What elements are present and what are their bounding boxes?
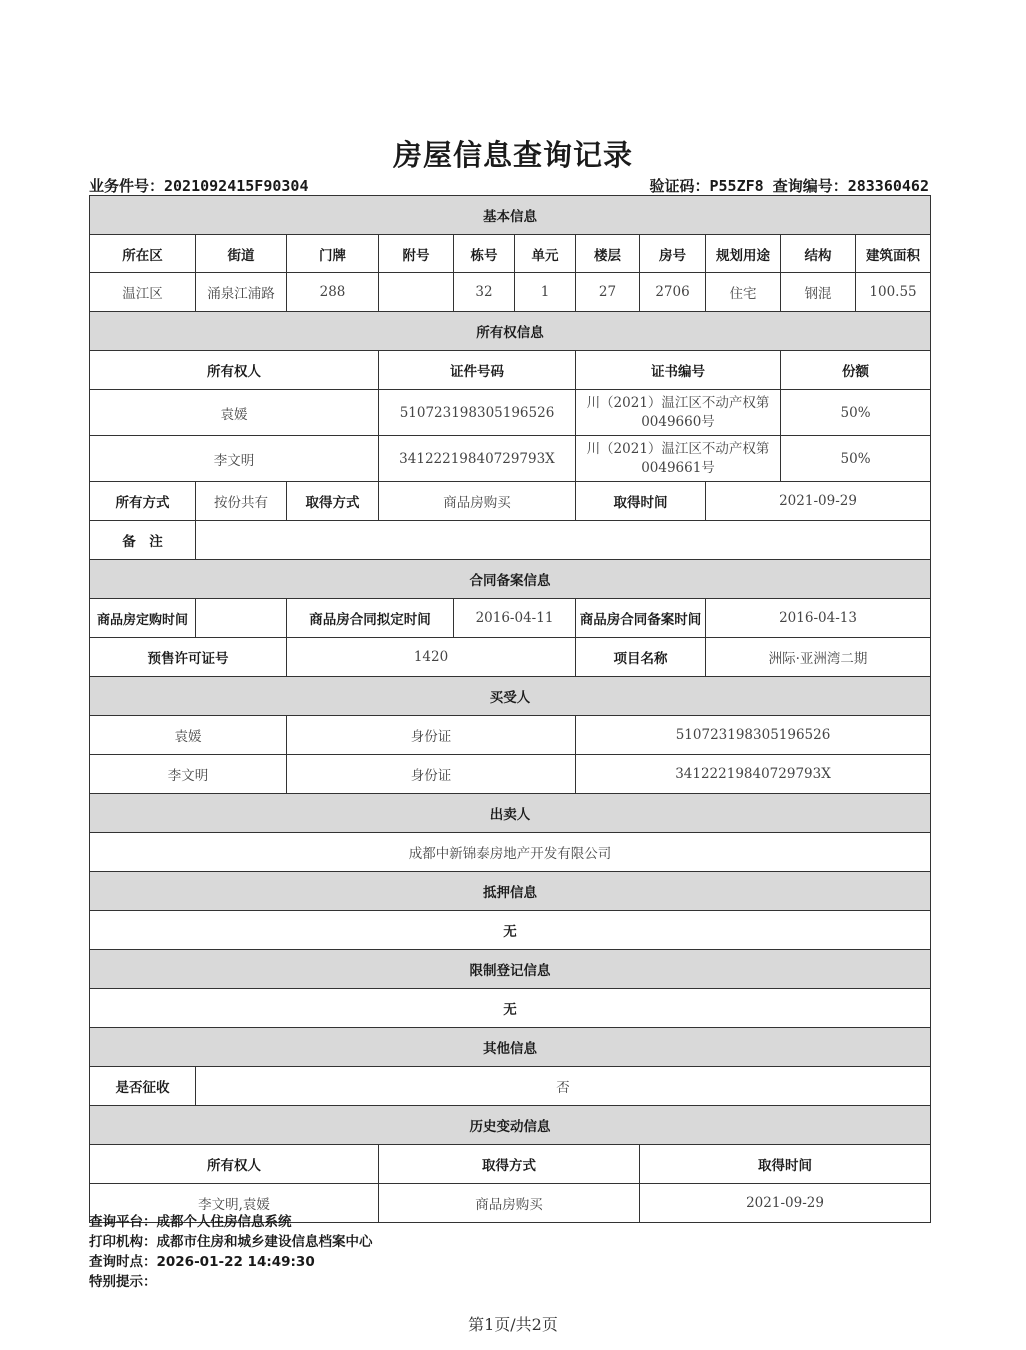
- acquire-time-value: 2021-09-29: [706, 482, 931, 521]
- draft-time-label: 商品房合同拟定时间: [287, 599, 454, 638]
- contract-time-row: [90, 599, 931, 638]
- section-other: 其他信息: [90, 1028, 931, 1067]
- owner-share: 50%: [781, 436, 931, 482]
- basic-header: 单元: [515, 235, 576, 273]
- owner-name: 李文明: [90, 436, 379, 482]
- basic-value: [379, 273, 454, 312]
- filing-time-label: 商品房合同备案时间: [576, 599, 706, 638]
- basic-header: 楼层: [576, 235, 640, 273]
- print-organization: 打印机构：成都市住房和城乡建设信息档案中心: [89, 1234, 373, 1250]
- basic-value: 2706: [640, 273, 706, 312]
- basic-value: 涌泉江浦路: [196, 273, 287, 312]
- query-time: 查询时点：2026-01-22 14:49:30: [89, 1254, 315, 1270]
- basic-value: 100.55: [856, 273, 931, 312]
- basic-header: 房号: [640, 235, 706, 273]
- basic-header: 街道: [196, 235, 287, 273]
- ownership-header: 证书编号: [576, 351, 781, 390]
- history-time: 2021-09-29: [640, 1184, 931, 1223]
- history-header: 所有权人: [90, 1145, 379, 1184]
- mortgage-value: 无: [90, 911, 931, 950]
- owner-name: 袁媛: [90, 390, 379, 436]
- order-time-label: 商品房定购时间: [90, 599, 196, 638]
- page-title: 房屋信息查询记录: [392, 138, 633, 172]
- expropriation-label: 是否征收: [90, 1067, 196, 1106]
- buyer-id-number: 510723198305196526: [576, 716, 931, 755]
- section-history: 历史变动信息: [90, 1106, 931, 1145]
- ownership-header: 证件号码: [379, 351, 576, 390]
- history-header: 取得方式: [379, 1145, 640, 1184]
- remark-row: [90, 521, 931, 560]
- basic-value: 1: [515, 273, 576, 312]
- acquire-method-label: 取得方式: [287, 482, 379, 521]
- acquire-method-value: 商品房购买: [379, 482, 576, 521]
- order-time-value: [196, 599, 287, 638]
- contract-presale-row: [90, 638, 931, 677]
- presale-permit-label: 预售许可证号: [90, 638, 287, 677]
- section-ownership: 所有权信息: [90, 312, 931, 351]
- project-name-label: 项目名称: [576, 638, 706, 677]
- ownership-header: 所有权人: [90, 351, 379, 390]
- buyer-row: [90, 755, 931, 794]
- basic-header: 附号: [379, 235, 454, 273]
- basic-header: 结构: [781, 235, 856, 273]
- section-restriction: 限制登记信息: [90, 950, 931, 989]
- buyer-id-type: 身份证: [287, 716, 576, 755]
- restriction-value: 无: [90, 989, 931, 1028]
- seller-name: 成都中新锦泰房地产开发有限公司: [90, 833, 931, 872]
- section-basic: 基本信息: [90, 196, 931, 235]
- restriction-row: [90, 989, 931, 1028]
- certificate-number: 川（2021）温江区不动产权第0049661号: [576, 436, 781, 482]
- ownership-header-row: [90, 351, 931, 390]
- filing-time-value: 2016-04-13: [706, 599, 931, 638]
- buyer-id-number: 34122219840729793X: [576, 755, 931, 794]
- owner-id-number: 510723198305196526: [379, 390, 576, 436]
- record-table: [89, 195, 931, 1223]
- history-method: 商品房购买: [379, 1184, 640, 1223]
- remark-value: [196, 521, 931, 560]
- query-platform: 查询平台：成都个人住房信息系统: [89, 1214, 292, 1230]
- expropriation-value: 否: [196, 1067, 931, 1106]
- history-header: 取得时间: [640, 1145, 931, 1184]
- section-contract: 合同备案信息: [90, 560, 931, 599]
- footer-info: [89, 1212, 373, 1292]
- basic-value-row: [90, 273, 931, 312]
- business-number: 业务件号：2021092415F90304: [89, 177, 309, 195]
- basic-header: 建筑面积: [856, 235, 931, 273]
- seller-row: [90, 833, 931, 872]
- project-name-value: 洲际·亚洲湾二期: [706, 638, 931, 677]
- basic-value: 温江区: [90, 273, 196, 312]
- buyer-name: 袁媛: [90, 716, 287, 755]
- acquire-time-label: 取得时间: [576, 482, 706, 521]
- section-seller: 出卖人: [90, 794, 931, 833]
- section-buyer: 买受人: [90, 677, 931, 716]
- draft-time-value: 2016-04-11: [454, 599, 576, 638]
- basic-header-row: [90, 235, 931, 273]
- owner-id-number: 34122219840729793X: [379, 436, 576, 482]
- basic-header: 门牌: [287, 235, 379, 273]
- buyer-row: [90, 716, 931, 755]
- basic-value: 住宅: [706, 273, 781, 312]
- basic-header: 栋号: [454, 235, 515, 273]
- history-owner: 李文明,袁媛: [90, 1184, 379, 1223]
- ownership-row: [90, 390, 931, 436]
- buyer-id-type: 身份证: [287, 755, 576, 794]
- ownership-mode-row: [90, 482, 931, 521]
- section-mortgage: 抵押信息: [90, 872, 931, 911]
- basic-header: 所在区: [90, 235, 196, 273]
- page-number: 第1页/共2页: [468, 1315, 558, 1334]
- basic-value: 27: [576, 273, 640, 312]
- verification-code: 验证码：P55ZF8 查询编号：283360462: [649, 177, 929, 195]
- ownership-mode-value: 按份共有: [196, 482, 287, 521]
- mortgage-row: [90, 911, 931, 950]
- basic-value: 钢混: [781, 273, 856, 312]
- certificate-number: 川（2021）温江区不动产权第0049660号: [576, 390, 781, 436]
- buyer-name: 李文明: [90, 755, 287, 794]
- remark-label: 备 注: [90, 521, 196, 560]
- ownership-mode-label: 所有方式: [90, 482, 196, 521]
- presale-permit-value: 1420: [287, 638, 576, 677]
- ownership-row: [90, 436, 931, 482]
- expropriation-row: [90, 1067, 931, 1106]
- basic-value: 32: [454, 273, 515, 312]
- basic-value: 288: [287, 273, 379, 312]
- owner-share: 50%: [781, 390, 931, 436]
- basic-header: 规划用途: [706, 235, 781, 273]
- history-header-row: [90, 1145, 931, 1184]
- special-note: 特别提示：: [89, 1274, 157, 1290]
- ownership-header: 份额: [781, 351, 931, 390]
